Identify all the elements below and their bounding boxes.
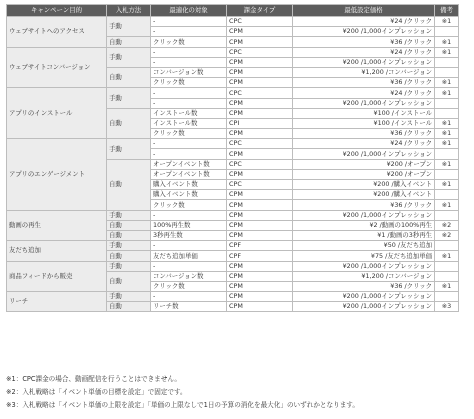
cell-target: 購入イベント数	[151, 180, 227, 190]
table-header-row	[7, 5, 459, 17]
cell-remark: ※1	[435, 281, 459, 291]
table-row	[7, 47, 459, 57]
cell-remark: ※1	[435, 17, 459, 27]
table-row	[7, 292, 459, 302]
cell-target: -	[151, 57, 227, 67]
cell-remark: ※2	[435, 220, 459, 230]
cell-price: ¥200 /1,000インプレッション	[293, 27, 435, 37]
cell-objective: ウェブサイトへのアクセス	[7, 17, 107, 48]
cell-target: -	[151, 149, 227, 159]
header-remarks: 備考	[435, 5, 459, 17]
cell-price: ¥200 /1,000インプレッション	[293, 57, 435, 67]
cell-target: クリック数	[151, 281, 227, 291]
cell-bid-method: 自動	[107, 37, 151, 47]
cell-target: クリック数	[151, 200, 227, 210]
cell-billing: CPM	[227, 281, 293, 291]
cell-target: -	[151, 241, 227, 251]
cell-objective: 商品フィードから販売	[7, 261, 107, 292]
cell-billing: CPM	[227, 210, 293, 220]
cell-target: 友だち追加単価	[151, 251, 227, 261]
cell-remark: ※1	[435, 139, 459, 149]
cell-remark: ※1	[435, 159, 459, 169]
table-row	[7, 17, 459, 27]
table-row	[7, 210, 459, 220]
header-min-price: 最低設定価格	[293, 5, 435, 17]
cell-target: 購入イベント数	[151, 190, 227, 200]
cell-target: -	[151, 261, 227, 271]
table-row	[7, 139, 459, 149]
cell-billing: CPF	[227, 241, 293, 251]
cell-price: ¥200 /購入イベント	[293, 190, 435, 200]
cell-target: クリック数	[151, 37, 227, 47]
cell-remark: ※1	[435, 47, 459, 57]
cell-target: -	[151, 292, 227, 302]
header-bid-method: 入札方法	[107, 5, 151, 17]
cell-bid-method: 手動	[107, 17, 151, 37]
cell-target: インストール数	[151, 118, 227, 128]
cell-price: ¥24 /クリック	[293, 139, 435, 149]
cell-billing: CPC	[227, 139, 293, 149]
cell-target: 100%再生数	[151, 220, 227, 230]
cell-bid-method: 手動	[107, 261, 151, 271]
cell-price: ¥75 /友だち追加単価	[293, 251, 435, 261]
table-row	[7, 88, 459, 98]
cell-remark: ※1	[435, 37, 459, 47]
cell-price: ¥100 /インストール	[293, 108, 435, 118]
cell-price: ¥200 /1,000インプレッション	[293, 261, 435, 271]
cell-billing: CPM	[227, 98, 293, 108]
cell-remark	[435, 190, 459, 200]
cell-price: ¥24 /クリック	[293, 47, 435, 57]
header-billing-type: 課金タイプ	[227, 5, 293, 17]
cell-billing: CPM	[227, 261, 293, 271]
cell-remark	[435, 149, 459, 159]
cell-target: -	[151, 17, 227, 27]
footnotes	[6, 373, 468, 412]
cell-price: ¥100 /インストール	[293, 118, 435, 128]
cell-price: ¥36 /クリック	[293, 200, 435, 210]
cell-bid-method: 自動	[107, 67, 151, 87]
cell-target: -	[151, 210, 227, 220]
cell-remark: ※2	[435, 230, 459, 240]
cell-remark: ※1	[435, 118, 459, 128]
cell-billing: CPM	[227, 292, 293, 302]
table-row	[7, 261, 459, 271]
cell-price: ¥24 /クリック	[293, 17, 435, 27]
cell-price: ¥36 /クリック	[293, 78, 435, 88]
cell-remark	[435, 210, 459, 220]
cell-bid-method: 手動	[107, 139, 151, 159]
cell-billing: CPM	[227, 57, 293, 67]
cell-billing: CPC	[227, 47, 293, 57]
cell-bid-method: 自動	[107, 271, 151, 291]
cell-price: ¥24 /クリック	[293, 88, 435, 98]
cell-target: オープンイベント数	[151, 159, 227, 169]
cell-price: ¥200 /1,000インプレッション	[293, 98, 435, 108]
cell-objective: ウェブサイトコンバージョン	[7, 47, 107, 88]
footnote: ※2：入札戦略は「イベント単価の目標を設定」で固定です。	[6, 388, 187, 396]
cell-remark	[435, 169, 459, 179]
cell-remark	[435, 271, 459, 281]
cell-target: -	[151, 88, 227, 98]
cell-price: ¥1 /動画の3秒再生	[293, 230, 435, 240]
cell-remark: ※3	[435, 302, 459, 312]
cell-bid-method: 自動	[107, 302, 151, 312]
cell-billing: CPM	[227, 302, 293, 312]
cell-price: ¥36 /クリック	[293, 37, 435, 47]
cell-target: インストール数	[151, 108, 227, 118]
cell-billing: CPC	[227, 159, 293, 169]
cell-remark	[435, 261, 459, 271]
cell-billing: CPM	[227, 169, 293, 179]
cell-billing: CPI	[227, 118, 293, 128]
cell-billing: CPM	[227, 230, 293, 240]
cell-bid-method: 手動	[107, 88, 151, 108]
cell-billing: CPM	[227, 27, 293, 37]
cell-billing: CPM	[227, 37, 293, 47]
cell-billing: CPF	[227, 251, 293, 261]
cell-remark: ※1	[435, 180, 459, 190]
cell-billing: CPC	[227, 17, 293, 27]
cell-price: ¥200 /オープン	[293, 159, 435, 169]
cell-price: ¥200 /1,000インプレッション	[293, 292, 435, 302]
cell-remark	[435, 67, 459, 77]
header-campaign-objective: キャンペーン目的	[7, 5, 107, 17]
cell-billing: CPM	[227, 200, 293, 210]
cell-remark	[435, 57, 459, 67]
cell-billing: CPM	[227, 220, 293, 230]
cell-target: オープンイベント数	[151, 169, 227, 179]
cell-remark	[435, 98, 459, 108]
cell-price: ¥1,200 /コンバージョン	[293, 67, 435, 77]
cell-price: ¥50 /友だち追加	[293, 241, 435, 251]
cell-remark	[435, 241, 459, 251]
cell-bid-method: 手動	[107, 292, 151, 302]
cell-objective: 動画の再生	[7, 210, 107, 241]
footnote: ※3：入札戦略は「イベント単価の上限を設定」「単価の上限なしで1日の予算の消化を最大化」のいずれかとなります。	[6, 401, 359, 409]
cell-remark	[435, 27, 459, 37]
footnote: ※1：CPC課金の場合、動画配信を行うことはできません。	[6, 375, 181, 383]
table-row	[7, 241, 459, 251]
cell-objective: アプリのエンゲージメント	[7, 139, 107, 210]
cell-billing: CPM	[227, 78, 293, 88]
cell-bid-method: 自動	[107, 220, 151, 230]
cell-target: クリック数	[151, 129, 227, 139]
cell-billing: CPC	[227, 88, 293, 98]
cell-target: -	[151, 139, 227, 149]
cell-price: ¥200 /購入イベント	[293, 180, 435, 190]
cell-bid-method: 手動	[107, 241, 151, 251]
cell-bid-method: 自動	[107, 230, 151, 240]
cell-remark: ※1	[435, 200, 459, 210]
cell-bid-method: 自動	[107, 159, 151, 210]
cell-remark	[435, 108, 459, 118]
cell-price: ¥2 /動画の100%再生	[293, 220, 435, 230]
cell-objective: リーチ	[7, 292, 107, 312]
cell-price: ¥36 /クリック	[293, 129, 435, 139]
cell-remark: ※1	[435, 88, 459, 98]
bid-price-table	[6, 4, 459, 312]
cell-price: ¥200 /オープン	[293, 169, 435, 179]
cell-bid-method: 自動	[107, 108, 151, 139]
cell-target: 3秒再生数	[151, 230, 227, 240]
cell-remark: ※1	[435, 78, 459, 88]
header-optimization-target: 最適化の対象	[151, 5, 227, 17]
cell-target: -	[151, 27, 227, 37]
cell-billing: CPM	[227, 271, 293, 281]
cell-bid-method: 手動	[107, 47, 151, 67]
cell-remark	[435, 292, 459, 302]
cell-bid-method: 手動	[107, 210, 151, 220]
cell-objective: アプリのインストール	[7, 88, 107, 139]
cell-remark: ※1	[435, 251, 459, 261]
cell-billing: CPM	[227, 149, 293, 159]
cell-billing: CPM	[227, 190, 293, 200]
cell-billing: CPM	[227, 108, 293, 118]
cell-price: ¥200 /1,000インプレッション	[293, 149, 435, 159]
cell-price: ¥36 /クリック	[293, 281, 435, 291]
cell-target: -	[151, 98, 227, 108]
cell-target: コンバージョン数	[151, 271, 227, 281]
cell-bid-method: 自動	[107, 251, 151, 261]
cell-billing: CPC	[227, 180, 293, 190]
cell-objective: 友だち追加	[7, 241, 107, 261]
cell-target: リーチ数	[151, 302, 227, 312]
cell-target: コンバージョン数	[151, 67, 227, 77]
cell-price: ¥200 /1,000インプレッション	[293, 302, 435, 312]
cell-billing: CPM	[227, 129, 293, 139]
cell-price: ¥1,200 /コンバージョン	[293, 271, 435, 281]
cell-target: -	[151, 47, 227, 57]
cell-target: クリック数	[151, 78, 227, 88]
cell-billing: CPM	[227, 67, 293, 77]
cell-remark: ※1	[435, 129, 459, 139]
cell-price: ¥200 /1,000インプレッション	[293, 210, 435, 220]
